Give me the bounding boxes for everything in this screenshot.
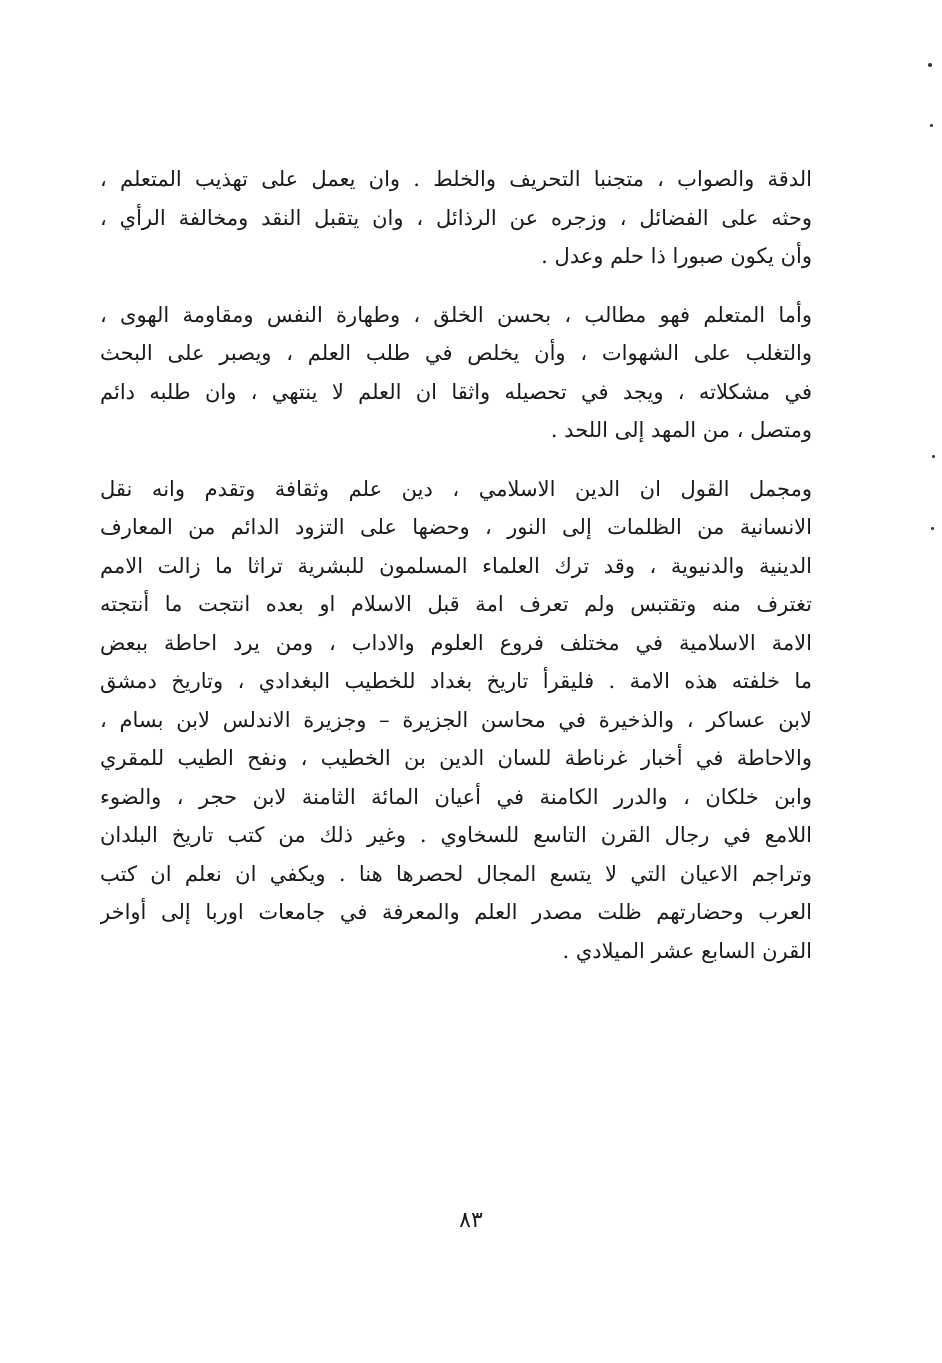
- text-line: القرن السابع عشر الميلادي .: [562, 938, 812, 963]
- text-line: وابن خلكان ، والدرر الكامنة في أعيان المائة الثامنة لابن حجر ، والضوء: [100, 784, 812, 809]
- text-line: والاحاطة في أخبار غرناطة للسان الدين بن الخطيب ، ونفح الطيب للمقري: [100, 746, 812, 770]
- text-line: اللامع في رجال القرن التاسع للسخاوي . وغير ذلك من كتب تاريخ البلدان: [100, 823, 812, 847]
- text-line: الدقة والصواب ، متجنبا التحريف والخلط . وان يعمل على تهذيب المتعلم ،: [100, 167, 812, 191]
- text-line: تغترف منه وتقتبس ولم تعرف امة قبل الاسلام او بعده انتجت ما أنتجته: [100, 592, 812, 616]
- text-line: وأما المتعلم فهو مطالب ، بحسن الخلق ، وطهارة النفس ومقاومة الهوى ،: [100, 302, 812, 327]
- paragraph-3: [100, 470, 812, 971]
- paragraph-2: [100, 296, 812, 450]
- text-line: ومتصل ، من المهد إلى اللحد .: [550, 418, 812, 442]
- text-line: الانسانية من الظلمات إلى النور ، وحضها على التزود الدائم من المعارف: [100, 515, 812, 539]
- text-line: الامة الاسلامية في مختلف فروع العلوم والاداب ، ومن يرد احاطة ببعض: [100, 630, 812, 655]
- text-line: في مشكلاته ، ويجد في تحصيله واثقا ان العلم لا ينتهي ، وان طلبه دائم: [100, 379, 812, 404]
- text-line: ومجمل القول ان الدين الاسلامي ، دين علم وثقافة وتقدم وانه نقل: [100, 476, 812, 501]
- paragraph-1: [100, 160, 812, 276]
- text-line: الدينية والدنيوية ، وقد ترك العلماء المسلمون للبشرية تراثا ما زالت الامم: [100, 553, 812, 578]
- text-line: ما خلفته هذه الامة . فليقرأ تاريخ بغداد للخطيب البغدادي ، وتاريخ دمشق: [100, 669, 812, 693]
- scan-speck: [930, 124, 933, 127]
- text-line: وحثه على الفضائل ، وزجره عن الرذائل ، وان يتقبل النقد ومخالفة الرأي ،: [100, 205, 812, 230]
- text-line: والتغلب على الشهوات ، وأن يخلص في طلب العلم ، ويصبر على البحث: [100, 341, 812, 365]
- page-number: ٨٣: [459, 1208, 483, 1233]
- scan-speck: [932, 455, 935, 458]
- text-line: العرب وحضارتهم ظلت مصدر العلم والمعرفة في جامعات اوربا إلى أواخر: [100, 900, 812, 924]
- scan-speck: [931, 527, 934, 530]
- scan-speck: [928, 63, 932, 67]
- text-line: لابن عساكر ، والذخيرة في محاسن الجزيرة – وجزيرة الاندلس لابن بسام ،: [100, 707, 812, 732]
- text-line: وتراجم الاعيان التي لا يتسع المجال لحصرها هنا . ويكفي ان نعلم ان كتب: [100, 861, 812, 886]
- text-line: وأن يكون صبورا ذا حلم وعدل .: [541, 244, 812, 268]
- page-body: [100, 160, 812, 990]
